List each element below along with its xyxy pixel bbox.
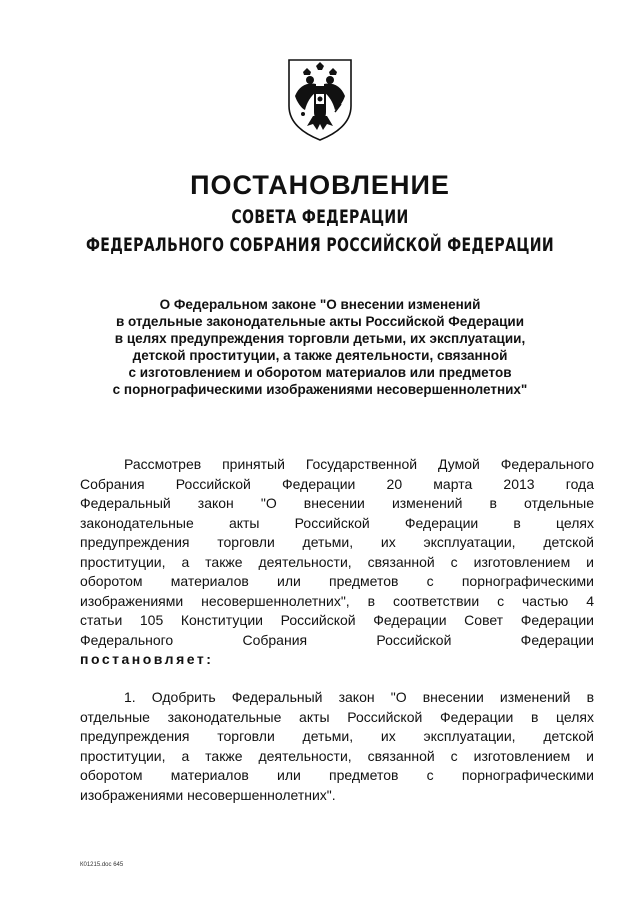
file-reference: К01215.doc 645 bbox=[80, 862, 124, 868]
clause-1-paragraph bbox=[80, 688, 594, 805]
preamble-line: статьи 105 Конституции Российской Федерации Совет Федерации bbox=[80, 612, 594, 628]
preamble-line: Федеральный закон "О внесении изменений в отдельные bbox=[80, 495, 594, 511]
preamble-line: оборотом материалов или предметов с порнографическими bbox=[80, 573, 594, 589]
clause-line: предупреждения торговли детьми, их эксплуатации, детской bbox=[80, 728, 594, 744]
clause-line: 1. Одобрить Федеральный закон "О внесении изменений в bbox=[124, 689, 594, 705]
document-type-title: ПОСТАНОВЛЕНИЕ bbox=[190, 170, 450, 200]
clause-line: отдельные законодательные акты Российской Федерации в целях bbox=[80, 708, 594, 725]
preamble-line: проституции, а также деятельности, связанной с изготовлением и bbox=[80, 553, 594, 570]
preamble-paragraph bbox=[80, 455, 594, 670]
issuer-line-2: ФЕДЕРАЛЬНОГО СОБРАНИЯ РОССИЙСКОЙ ФЕДЕРАЦИИ bbox=[85, 234, 555, 256]
preamble-line: предупреждения торговли детьми, их эксплуатации, детской bbox=[80, 534, 594, 550]
subject-line: О Федеральном законе "О внесении изменений bbox=[159, 297, 481, 312]
preamble-line: Рассмотрев принятый Государственной Думой Федерального bbox=[124, 456, 594, 472]
preamble-line: Федерального Собрания Российской Федерации bbox=[80, 631, 594, 648]
clause-line: проституции, а также деятельности, связанной с изготовлением и bbox=[80, 747, 594, 764]
resolves-word: постановляет: bbox=[80, 651, 214, 667]
subject-line: детской проституции, а также деятельности, связанной bbox=[132, 348, 508, 363]
subject-line: с порнографическими изображениями несовершеннолетних" bbox=[112, 382, 528, 397]
clause-line: оборотом материалов или предметов с порнографическими bbox=[80, 767, 594, 783]
resolution-subject bbox=[60, 296, 580, 398]
preamble-line: законодательные акты Российской Федерации в целях bbox=[80, 514, 594, 531]
subject-line: в отдельные законодательные акты Российской Федерации bbox=[115, 314, 525, 329]
russian-coat-of-arms-icon bbox=[283, 56, 357, 142]
issuer-line-1: СОВЕТА ФЕДЕРАЦИИ bbox=[231, 206, 409, 228]
subject-line: в целях предупреждения торговли детьми, их эксплуатации, bbox=[114, 331, 526, 346]
clause-line: изображениями несовершеннолетних". bbox=[80, 786, 336, 803]
preamble-line: изображениями несовершеннолетних", в соответствии с частью 4 bbox=[80, 592, 594, 609]
subject-line: с изготовлением и оборотом материалов или предметов bbox=[128, 365, 512, 380]
preamble-line: Собрания Российской Федерации 20 марта 2013 года bbox=[80, 475, 594, 492]
